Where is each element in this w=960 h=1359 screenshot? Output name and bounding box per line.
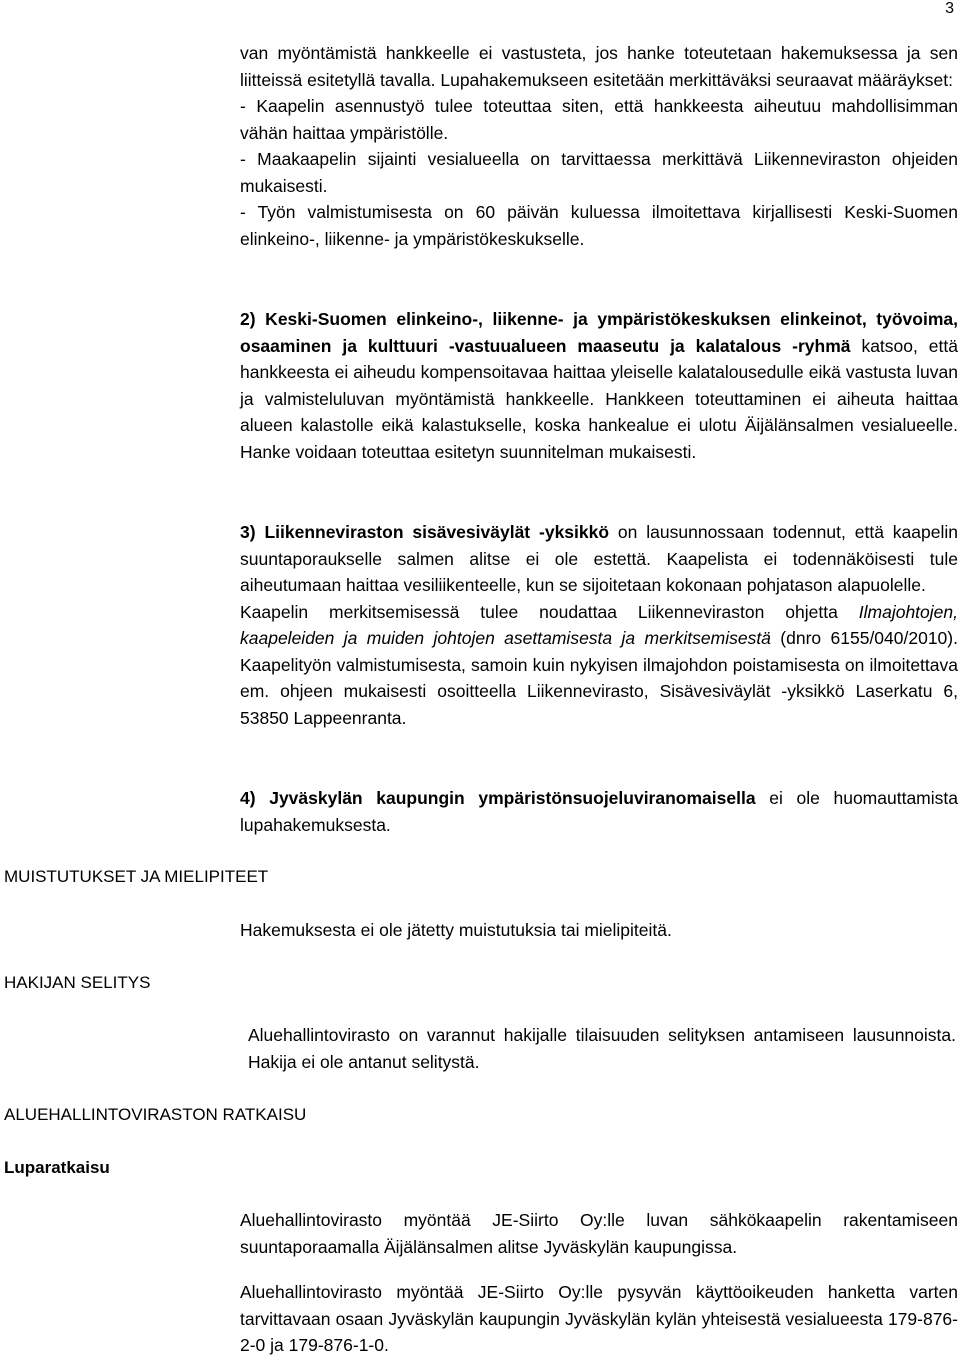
section-heading-ratkaisu: ALUEHALLINTOVIRASTON RATKAISU [4,1105,307,1124]
statement-4-text: ei ole huomauttamista lupahakemuksesta. [240,788,958,835]
statement-2-authority: 2) Keski-Suomen elinkeino-, liikenne- ja ympäristökeskuksen elinkeinot, työvoima, osaaminen ja kulttuuri -vastuualueen maaseutu ja kalatalous -ryhmä [240,309,958,356]
intro-condition-1: - Kaapelin asennustyö tulee toteuttaa siten, että hankkeesta aiheutuu mahdollisimman vähän haittaa ympäristölle. [240,96,958,143]
luparatkaisu-paragraph-2: Aluehallintovirasto myöntää JE-Siirto Oy:lle pysyvän käyttöoikeuden hanketta varten tarvittavaan osaan Jyväskylän kaupungin Jyväskylän kylän yhteisestä vesialueesta 179-876-2-0 ja 179-876-1-0. [240,1282,958,1355]
section-heading-luparatkaisu: Luparatkaisu [4,1158,110,1177]
hakijan-selitys-body [248,1022,956,1075]
luparatkaisu-body-2 [240,1279,958,1359]
statement-2 [240,306,958,465]
intro-block [240,40,958,252]
statement-3-text-after: (dnro 6155/040/2010). Kaapelityön valmistumisesta, samoin kuin nykyisen ilmajohdon poistamisesta on ilmoitettava em. ohjeen mukaisesti osoitteella Liikennevirasto, Sisävesiväylät -yksikkö Laserkatu 6, 53850 Lappeenranta. [240,628,958,728]
section-heading-hakijan-selitys: HAKIJAN SELITYS [4,973,151,992]
statement-3-authority: 3) Liikenneviraston sisävesiväylät -yksikkö [240,522,610,542]
statement-4-authority: 4) Jyväskylän kaupungin ympäristönsuojeluviranomaisella [240,788,756,808]
statement-2-paragraph [240,306,958,465]
statement-3-paragraph-1 [240,519,958,599]
luparatkaisu-paragraph-1: Aluehallintovirasto myöntää JE-Siirto Oy:lle luvan sähkökaapelin rakentamiseen suuntaporaamalla Äijälänsalmen alitse Jyväskylän kaupungissa. [240,1210,958,1257]
statement-4-paragraph [240,785,958,838]
statement-2-text: katsoo, että hankkeesta ei aiheudu kompensoitavaa haittaa yleiselle kalatalousedulle eikä vastusta luvan ja valmisteluluvan myöntämistä hankkeelle. Hankkeen toteuttaminen ei aiheuta haittaa alueen kalastolle eikä kalastukselle, koska hankealue ei ulotu Äijälänsalmen vesialueelle. Hanke voidaan toteuttaa esitetyn suunnitelman mukaisesti. [240,335,958,462]
statement-3 [240,519,958,731]
luparatkaisu-body [240,1207,958,1260]
muistutukset-body [240,917,958,944]
page-number: 3 [945,0,954,17]
statement-3-guideline-title: Ilmajohtojen, kaapeleiden ja muiden johtojen asettamisesta ja merkitsemisestä [240,601,958,648]
muistutukset-text: Hakemuksesta ei ole jätetty muistutuksia tai mielipiteitä. [240,920,672,940]
statement-4 [240,785,958,838]
intro-paragraph: van myöntämistä hankkeelle ei vastusteta, jos hanke toteutetaan hakemuksessa ja sen liitteissä esitetyllä tavalla. Lupahakemukseen esitetään merkittäväksi seuraavat määräykset: [240,43,958,90]
intro-condition-2: - Maakaapelin sijainti vesialueella on tarvittaessa merkittävä Liikenneviraston ohjeiden mukaisesti. [240,149,958,196]
intro-condition-3: - Työn valmistumisesta on 60 päivän kuluessa ilmoitettava kirjallisesti Keski-Suomen elinkeino-, liikenne- ja ympäristökeskukselle. [240,202,958,249]
statement-3-paragraph-2 [240,599,958,732]
statement-3-text-before: Kaapelin merkitsemisessä tulee noudattaa Liikenneviraston ohjetta [240,601,859,622]
statement-3-text: on lausunnossaan todennut, että kaapelin suuntaporaukselle salmen alitse ei ole estettä. Kaapelista ei todennäköisesti tule aiheutumaan haittaa vesiliikenteelle, kun se sijoitetaan kokonaan pohjatason alapuolelle. [240,522,958,595]
section-heading-muistutukset: MUISTUTUKSET JA MIELIPITEET [4,867,269,886]
hakijan-selitys-text: Aluehallintovirasto on varannut hakijalle tilaisuuden selityksen antamiseen lausunnoista. Hakija ei ole antanut selitystä. [248,1025,956,1072]
